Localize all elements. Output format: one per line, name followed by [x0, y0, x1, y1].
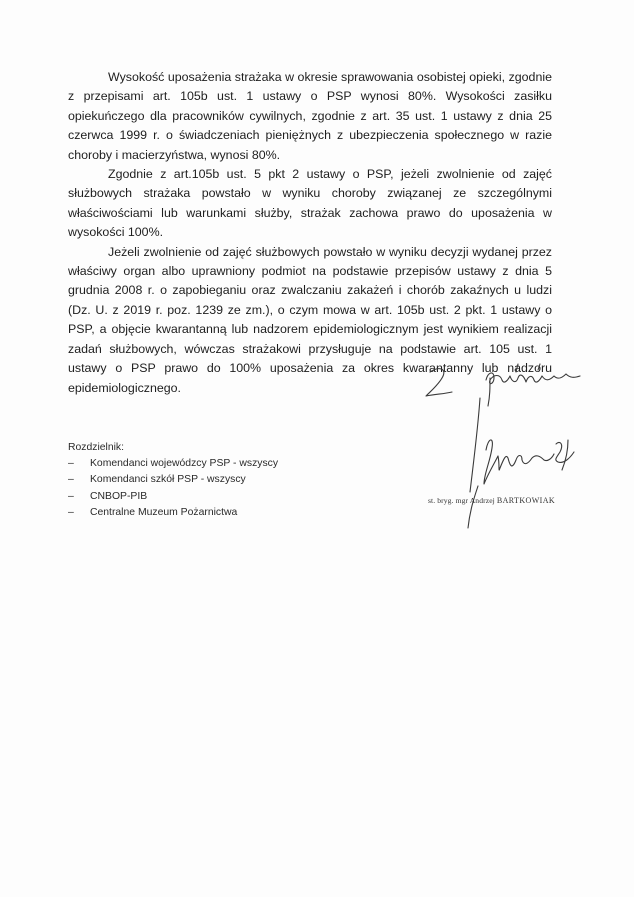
paragraph-care-allowance: Wysokość uposażenia strażaka w okresie sprawowania osobistej opieki, zgodnie z przepisami art. 105b ust. 1 ustawy o PSP wynosi 80%. Wysokości zasiłku opiekuńczego dla pracowników cywilnych, zgodnie z art. 35 ust. 1 ustawy z dnia 25 czerwca 1999 r. o świadczeniach pieniężnych z ubezpieczenia społecznego w razie choroby i macierzyństwa, wynosi 80%. [68, 70, 552, 162]
distribution-item-label: Centralne Muzeum Pożarnictwa [90, 506, 238, 518]
distribution-items [68, 456, 278, 521]
distribution-item [68, 456, 278, 472]
distribution-list [68, 440, 278, 521]
list-dash: – [68, 474, 74, 486]
letter-body [68, 68, 552, 398]
signer-first-name: Andrzej [469, 496, 495, 505]
signer-name [428, 496, 555, 505]
distribution-item [68, 472, 278, 488]
signature-block [408, 358, 608, 538]
distribution-title: Rozdzielnik: [68, 442, 125, 453]
paragraph-service-illness: Zgodnie z art.105b ust. 5 pkt 2 ustawy o PSP, jeżeli zwolnienie od zajęć służbowych strażaka powstało w wyniku choroby związanej ze szczególnymi właściwościami lub warunkami służby, strażak zachowa prawo do uposażenia w wysokości 100%. [68, 167, 552, 240]
list-dash: – [68, 506, 74, 518]
distribution-item [68, 489, 278, 505]
signer-title: st. bryg. mgr [428, 496, 469, 505]
distribution-item-label: Komendanci szkół PSP - wszyscy [90, 474, 246, 486]
paragraph-quarantine: Jeżeli zwolnienie od zajęć służbowych powstało w wyniku decyzji wydanej przez właściwy organ albo uprawniony podmiot na podstawie przepisów ustawy z dnia 5 grudnia 2008 r. o zapobieganiu oraz zwalczaniu zakażeń i chorób zakaźnych u ludzi (Dz. U. z 2019 r. poz. 1239 ze zm.), o czym mowa w art. 105b ust. 2 pkt. 1 ustawy o PSP, a objęcie kwarantanną lub nadzorem epidemiologicznym jest wynikiem realizacji zadań służbowych, wówczas strażakowi przysługuje na podstawie art. 105 ust. 1 ustawy o PSP prawo do 100% uposażenia za okres kwarantanny lub nadzoru epidemiologicznego. [68, 244, 552, 395]
handwritten-signature [408, 358, 608, 538]
distribution-item [68, 505, 278, 521]
list-dash: – [68, 490, 74, 502]
list-dash: – [68, 458, 74, 470]
distribution-item-label: Komendanci wojewódzcy PSP - wszyscy [90, 458, 279, 470]
signer-surname: BARTKOWIAK [496, 496, 556, 505]
distribution-item-label: CNBOP-PIB [90, 490, 148, 502]
